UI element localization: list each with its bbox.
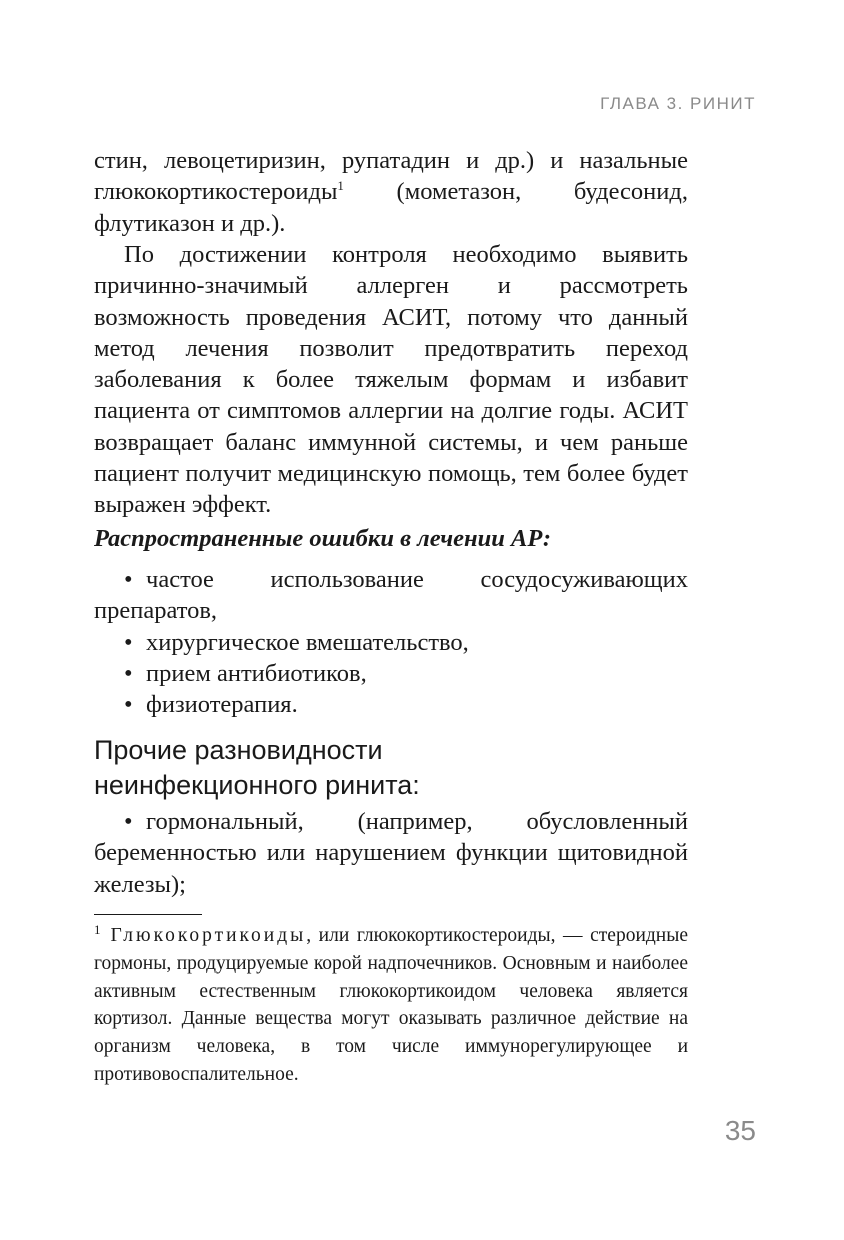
list-item-text: гормональный, (например, обусловленный беременностью или нарушением функции щитовидной железы); [94,808,688,898]
footnote-mark: 1 [94,922,101,937]
footnote-term: Глюкокортикоиды [110,925,307,946]
list-item [94,806,688,900]
paragraph-2 [94,239,688,521]
bullet-icon: • [124,691,133,719]
list-item [94,689,688,720]
section-title-line-1: Прочие разновидности [94,735,383,765]
list-item-text: физиотерапия. [146,691,298,719]
list-item-text: частое использование сосудосуживающих препаратов, [94,566,688,625]
paragraph-1-text: стин, левоцетиризин, рупатадин и др.) и назальные глюкокортикостероиды [94,147,688,206]
paragraph-1 [94,145,688,239]
footnote-divider [94,914,202,915]
paragraph-1-text-end: (мометазон, будесонид, флутиказон и др.). [94,178,688,237]
list-item [94,627,688,658]
page-number: 35 [724,1115,756,1146]
footnote [94,922,688,1089]
list-item-text: хирургическое вмешательство, [146,628,469,656]
footnote-text: , или глюкокортикостероиды, — стероидные гормоны, продуцируемые корой надпочечников. Основным и наиболее активным естественным глюкокортикоидом человека является кортизол. Данные вещества могут оказывать различное действие на организм человека, в том числе иммунорегулирующее и противовоспалительное. [94,925,688,1085]
footnote-reference: 1 [337,178,344,194]
list-item [94,658,688,689]
list-item [94,564,688,627]
paragraph-2-text: По достижении контроля необходимо выявить причинно-значимый аллерген и рассмотреть возможность проведения АСИТ, потому что данный метод лечения позволит предотвратить переход заболевания к более тяжелым формам и избавит пациента от симптомов аллергии на долгие годы. АСИТ возвращает баланс иммунной системы, и чем раньше пациент получит медицинскую помощь, тем более будет выражен эффект. [94,241,688,519]
section-title-line-2: неинфекционного ринита: [94,770,420,800]
bullet-icon: • [124,628,133,656]
bullet-icon: • [124,566,133,593]
bullet-icon: • [124,659,133,687]
list-item-text: прием антибиотиков, [146,659,367,687]
running-head: ГЛАВА 3. РИНИТ [600,94,756,113]
section-title [94,733,714,803]
errors-heading: Распространенные ошибки в лечении АР: [94,525,552,552]
rhinitis-types-list [94,806,688,900]
bullet-icon: • [124,808,133,835]
errors-list [94,564,688,720]
